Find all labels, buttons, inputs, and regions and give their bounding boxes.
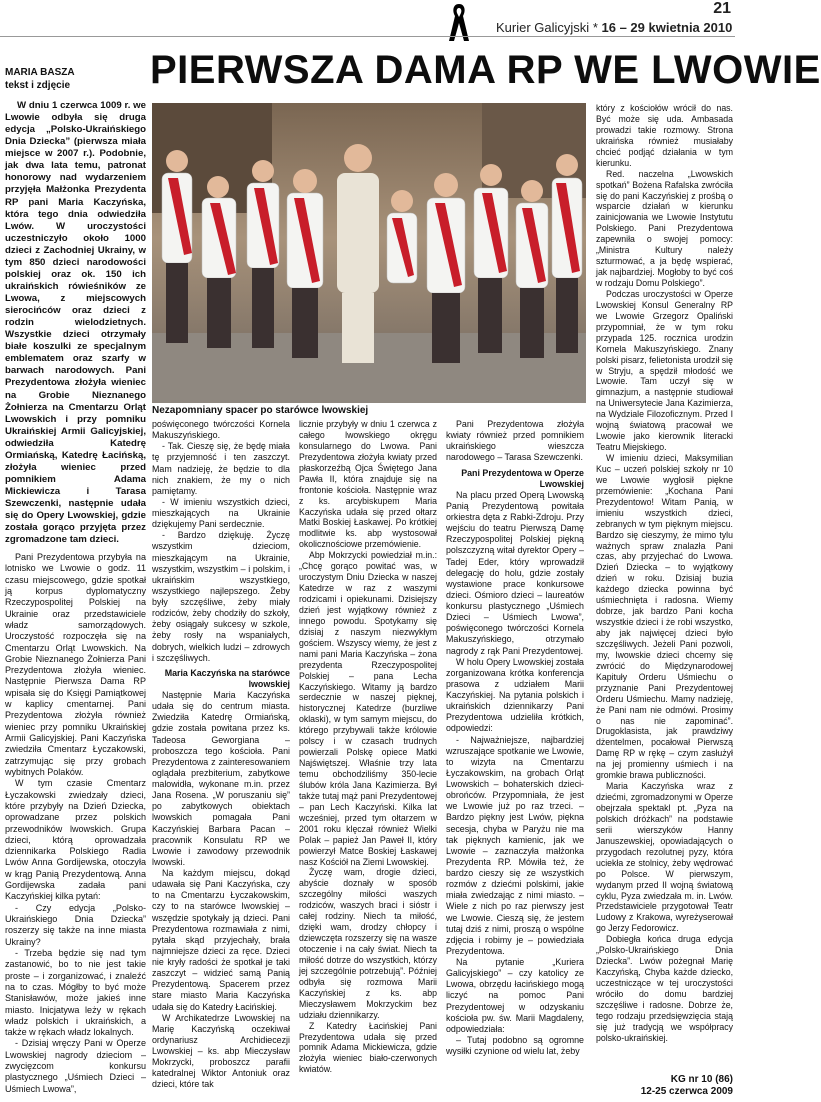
column-1 — [5, 552, 146, 1095]
issue-date: 16 – 29 kwietnia 2010 — [601, 20, 733, 35]
paragraph: Na pytanie „Kuriera Galicyjskiego” – czy katolicy ze Lwowa, obrzędu łacińskiego mogą liczyć na pomoc Pani Prezydentowej w odzyskaniu kościoła pw. św. Marii Magdaleny, odpowiedziała: — [446, 957, 584, 1034]
article-title: PIERWSZA DAMA RP WE LWOWIE — [150, 48, 821, 92]
paragraph: Na placu przed Operą Lwowską Panią Prezydentową powitała orkiestra dęta z Rabki-Zdroju. Przy wejściu do teatru Pierwszą Damę Rzeczypospolitej Polskiej piękną polszczyzną witał dyrektor Opery – Tadej Eder, który wprowadził delegację do holu, gdzie zostały wystawione prace konkursowe dzieci. Ośmioro dzieci – laureatów konkursu plastycznego „Uśmiech Dzieci – Uśmiech Lwowa”, poświęconego twórczości Kornela Makuszyńskiego, otrzymało nagrody z rąk Pani Prezydentowej. — [446, 489, 584, 656]
paragraph: Na każdym miejscu, dokąd udawała się Pani Kaczyńska, czy to na Cmentarzu Łyczakowskim, czy to na starówce lwowskiej – wszędzie spotykały ją dzieci. Pani Prezydentowa rozmawiała z nimi, pytała skąd przyjechały, brała najmniejsze dzieci za ręce. Dzieci nie kryły radości że spotkał je taki zaszczyt – widzieć samą Panią Prezydentową. Spacerem przez stare miasto Maria Kaczyńska udała się do Katedry Łacińskiej. — [152, 868, 290, 1012]
paragraph: W tym czasie Cmentarz Łyczakowski zwiedzały dzieci, które przybyły na Dzień Dziecka, oprowadzane przez polskich przewodników lwowskich. Grupa dzieci, którą oprowadzała dziennikarka Polskiego Radia Lwów Anna Gordijewska, otoczyła w krąg Panią Prezydentową. Anna Gordijewska zadała pani Kaczyńskiej kilka pytań: — [5, 778, 146, 902]
page-header — [0, 0, 735, 40]
paragraph: - Tak. Cieszę się, że będę miała tę przyjemność i ten zaszczyt. Mam nadzieję, że będzie to dla nich znakiem, że my o nich pamiętamy. — [152, 441, 290, 496]
column-2 — [152, 419, 290, 1091]
paragraph: poświęconego twórczości Kornela Makuszyńskiego. — [152, 419, 290, 441]
photo-illustration — [152, 103, 586, 403]
issue-number: KG nr 10 (86) — [670, 1074, 733, 1085]
lead-text: W dniu 1 czerwca 1009 r. we Lwowie odbyła się druga edycja „Polsko-Ukraińskiego Dnia Dziecka” (pierwsza miała miejsce w 2007 r.). Podobnie, jak dwa lata temu, patronat honorowy nad wydarzeniem przyjęła Małżonka Prezydenta RP pani Maria Kaczyńska, która tego dnia odwiedziła Lwów. W uroczystości uczestniczyło około 1000 dzieci z Zachodniej Ukrainy, w tym 850 dzieci narodowości polskiej oraz ok. 150 ich ukraińskich rówieśników ze Lwowa, z miejscowych sierocińców oraz dzieci z rodzin wielodzietnych. Wszystkie dzieci otrzymały białe koszulki ze specjalnym emblematem oraz szarfy w barwach narodowych. Pani Prezydentowa złożyła wieniec na Grobie Nieznanego Żołnierza na Cmentarzu Orląt Lwowskich i przy pomniku Ukraińskiej Armii Galicyjskiej, odwiedziła Katedrę Ormiańską, Katedrę Łacińską, złożyła wieniec przed pomnikiem Adama Mickiewicza i Tarasa Szewczenki, następnie udała się do Opery Lwowskiej, gdzie została gorąco przyjęta przez zgromadzone tam dzieci. — [5, 100, 146, 546]
byline-author: MARIA BASZA — [5, 67, 75, 78]
paragraph: Następnie Maria Kaczyńska udała się do centrum miasta. Zwiedziła Katedrę Ormiańską, gdzie została powitana przez ks. Tadeosa Geworgiana – proboszcza tego kościoła. Pani Prezydentowa z zainteresowaniem oglądała prezbiterium, zabytkowe malowidła, wykonane m.in. przez Jana Rosena. „W poruszaniu się” po zabytkowych obiektach lwowskich pomagała Pani Kaczyńskiej Barbara Pacan – pracownik Konsulatu RP we Lwowie i zawodowy przewodnik lwowski. — [152, 690, 290, 867]
paragraph: – Tutaj podobno są ogromne wysiłki czynione od wielu lat, żeby — [446, 1034, 584, 1056]
paragraph: W holu Opery Lwowskiej została zorganizowana krótka konferencja prasowa z udziałem Marii Kaczyńskiej. Na pytania polskich i ukraińskich dziennikarzy Pani Prezydentowa udzieliła krótkich, odpowiedzi: — [446, 656, 584, 734]
byline — [5, 66, 145, 92]
paragraph: - Trzeba będzie się nad tym zastanowić, bo to nie jest takie proste – i zorganizować, i znaleźć na to czas. Mógłby to być może Stanisławów, może jakieś inne miasto. Inicjatywa leży w rękach władz polskich i ukraińskich, a także w rękach władz lokalnych. — [5, 947, 146, 1038]
column-5 — [596, 103, 733, 1044]
paragraph: licznie przybyły w dniu 1 czerwca z całego lwowskiego okręgu konsularnego do Lwowa. Pani Prezydentowa złożyła kwiaty przed płaskorzeźbą Ojca Świętego Jana Pawła II, która znajduje się na frontonie kościoła. Następnie wraz z ks. arcybiskupem Maria Kaczyńska udała się przed ołtarz Matki Boskiej Łaskawej. Po krótkiej modlitwie ks. abp wystosował okolicznościowe przemówienie. — [299, 419, 437, 550]
paragraph: Podczas uroczystości w Operze Lwowskiej Konsul Generalny RP we Lwowie Grzegorz Opaliński przypomniał, że w tym roku przypada 125. rocznica urodzin Kornela Makuszyńskiego. Znany polski pisarz, felietonista urodził się w Stryju, a spędził młodość we Lwowie. Tam uczył się w gimnazjum, a następnie studiował na Uniwersytecie Jana Kazimierza, na Wydziale Filozoficznym. Przed I wojną światową pracował we Lwowie jako kierownik literacki Teatru Miejskiego. — [596, 288, 733, 453]
paragraph: - Czy edycja „Polsko-Ukraińskiego Dnia Dziecka” roszerzy się także na inne miasta Ukrainy? — [5, 902, 146, 947]
paragraph: - Najważniejsze, najbardziej wzruszające spotkanie we Lwowie, to wizyta na Cmentarzu Łyczakowskim, na grobach Orląt Lwowskich – bohaterskich dzieci-obrońców. Przypomniała, że jest we Lwowie już po raz trzeci. – Bardzo piękny jest Lwów, piękna secesja, chyba w Paryżu nie ma tak pięknych kamienic, jak we Lwowie – zaznaczyła małżonka Prezydenta RP. Mówiła też, że bardzo cieszy się ze wszystkich rozmów z dziećmi polskimi, jakie miała zwiedzając z nimi miasto. – Wiele z nich po raz pierwszy jest we Lwowie. Cieszą się, że jestem tutaj dziś z nimi, proszą o wspólne zdjęcia i robimy je – powiedziała Prezydentowa. — [446, 734, 584, 956]
paragraph: Abp Mokrzycki powiedział m.in.: „Chcę gorąco powitać was, w uroczystym Dniu Dziecka w naszej Katedrze w raz z waszymi rodzicami i opiekunami. Dzisiejszy dzień jest wyjątkowy również z innego powodu. Spotykamy się dzisiaj z naszym niezwykłym gościem. Wszyscy wiemy, że jest z nami pani Maria Kaczyńska – żona prezydenta Rzeczypospolitej Polskiej – pana Lecha Kaczyńskiego. Witamy ją bardzo serdecznie w naszej pięknej, historycznej Katedrze (burzliwe oklaski), w tym samym miejscu, do którego przybywali także królowie polscy i w czasach trudnych powierzali Polskę opiece Matki Najświętszej. Właśnie trzy lata temu obchodziliśmy 350-lecie ślubów króla Jana Kazimierza. Był także tutaj mąż pani Prezydentowej – pan Lech Kaczyński. Kilka lat wcześniej, przed tym ołtarzem w 2001 roku klęczał również Wielki Polak – papież Jan Paweł II, który powierzył Matce Boskiej Łaskawej nasz Kościół na Ziemi Lwowskiej. — [299, 550, 437, 867]
section-heading: Maria Kaczyńska na starówce lwowskiej — [164, 667, 290, 689]
column-4 — [446, 419, 584, 1057]
paragraph: Red. naczelna „Lwowskich spotkań” Bożena Rafalska zwróciła się do pani Kaczyńskiej z prośbą o wsparcie działań w kierunku zainicjowania we Lwowie Instytutu Polskiego. Pani Prezydentowa zapewniła o swojej pomocy: „Ministra Kultury należy szturmować, a ja będę wspierać, jak najbardziej. Mogłoby to być coś w rodzaju Domu Polskiego”. — [596, 168, 733, 288]
paragraph: W imieniu dzieci, Maksymilian Kuc – uczeń polskiej szkoły nr 10 we Lwowie wygłosił piękne przemówienie: „Kochana Pani Prezydentowo! Witam Panią, w imieniu wszystkich dzieci, zebranych w tym pięknym miejscu. Bardzo się cieszymy, że mimo tylu ważnych spraw znalazła Pani czas, aby przyjechać do Lwowa. Dzień Dziecka – to wyjątkowy dzień w roku. Dzisiaj buzia każdego dziecka powinna być uśmiechnięta i radosna. Wiemy dobrze, jak bardzo Pani kocha wszystkie dzieci i że robi wszystko, aby jak najwięcej dzieci było szczęśliwych. Jeżeli Pani pozwoli, my, lwowskie dzieci chcemy się zwrócić do Międzynarodowej Kapituły Orderu Uśmiechu o przyznanie Pani Prezydentowej Orderu Uśmiechu. Mamy nadzieję, że Pani nam nie odmówi. Prosimy o nas nie zapominać”. Drugoklasista, jak prawdziwy dżentelmen, pocałował Pierwszą Damę RP w rękę – czym zasłużył na jej promienny uśmiech i na gromkie brawa publiczności. — [596, 453, 733, 781]
paragraph: W Archikatedrze Lwowskiej na Marię Kaczyńską oczekiwał ordynariusz Archidiecezji Lwowskiej – ks. abp Mieczysław Mokrzycki, proboszcz parafii katedralnej Wiktor Antoniuk oraz dzieci, które tak — [152, 1012, 290, 1090]
issue-footer — [596, 1074, 733, 1098]
header-separator: * — [592, 20, 598, 35]
section-heading: Pani Prezydentowa w Operze Lwowskiej — [461, 467, 584, 489]
column-3 — [299, 419, 437, 1075]
paragraph: który z kościołów wrócił do nas. Być może się uda. Ambasada prowadzi takie rozmowy. Strona ukraińska również musiałaby chcieć podjąć działania w tym kierunku. — [596, 103, 733, 168]
issue-dates: 12-25 czerwca 2009 — [640, 1086, 733, 1097]
byline-role: tekst i zdjęcie — [5, 80, 71, 91]
paragraph: Maria Kaczyńska wraz z dziećmi, zgromadzonymi w Operze obejrzała spektakl pt. „Pyza na polskich dróżkach” na podstawie serii wierszyków Hanny Januszewskiej, opowiadających o przygodach rezolutnej pyzy, która uciekła ze stolnicy, żeby wędrować po Polsce. W pierwszym, wydanym przed II wojną światową cyklu, Pyza zwiedzała m. in. Lwów. Przedstawiciele przygotował Teatr Ludowy z Krakowa, wyreżyserował go Jerzy Fedorowicz. — [596, 781, 733, 934]
photo-caption: Nezapomniany spacer po starówce lwowskiej — [152, 405, 369, 416]
publication-name: Kurier Galicyjski — [496, 20, 590, 35]
paragraph: Pani Prezydentowa przybyła na lotnisko we Lwowie o godz. 11 czasu miejscowego, gdzie spotkał ją korpus dyplomatyczny Rzeczypospolitej Polskiej na Ukrainie oraz przedstawiciele władz samorządowych. Uroczystość rozpoczęła się na Cmentarzu Orląt Lwowskich. Na Grobie Nieznanego Żołnierza Pani Prezydentowa złożyła wieniec. Następnie Pierwsza Dama RP wpisała się do Księgi Pamiątkowej w kaplicy cmentarnej. Pani Prezydentowa złożyła również wieniec przy pomniku Ukraińskiej Armii Galicyjskiej. Pani Kaczyńska zwiedziła Cmentarz Łyczakowski, zatrzymując się przy grobach wybitnych Polaków. — [5, 552, 146, 777]
header-rule — [0, 36, 735, 37]
paragraph: Pani Prezydentowa złożyła kwiaty również przed pomnikiem ukraińskiego wieszcza narodowego – Tarasa Szewczenki. — [446, 419, 584, 463]
paragraph: Z Katedry Łacińskiej Pani Prezydentowa udała się przed pomnik Adama Mickiewicza, gdzie złożyła wieniec biało-czerwonych kwiatów. — [299, 1020, 437, 1075]
paragraph: - Dzisiaj wręczy Pani w Operze Lwowskiej nagrody dzieciom – zwycięzcom konkursu plastycznego „Uśmiech Dzieci – Uśmiech Lwowa”, — [5, 1038, 146, 1094]
paragraph: - Bardzo dziękuję. Życzę wszystkim dzieciom, mieszkającym na Ukrainie, wszystkim, wszystkim – i polskim, i ukraińskim wszystkiego, wszystkiego najlepszego. Żeby były szczęśliwe, żeby miały rodziców, żeby chodziły do szkoły, żeby osiągały sukcesy w szkole, żeby rosły na wspaniałych, dobrych, wielkich ludzi – zdrowych i szczęśliwych. — [152, 530, 290, 663]
running-header — [496, 20, 732, 35]
paragraph: Życzę wam, drogie dzieci, abyście doznały w sposób szczególny miłości waszych rodziców, waszych braci i sióstr i całej rodziny. Niech ta miłość, dzięki wam, drodzy chłopcy i dziewczęta rozszerzy się na wasze otoczenie i na cały świat. Niech ta miłość dotrze do wszystkich, którzy jej szczególnie potrzebują”. Później odbyła się rozmowa Marii Kaczyńskiej z ks. abp Mieczysławem Mokrzyckim bez udziału dziennikarzy. — [299, 867, 437, 1020]
article-photo — [152, 103, 586, 403]
paragraph: - W imieniu wszystkich dzieci, mieszkających na Ukrainie dziękujemy Pani serdecznie. — [152, 496, 290, 530]
lead-paragraph — [5, 100, 146, 546]
paragraph: Dobiegła końca druga edycja „Polsko-Ukraińskiego Dnia Dziecka”. Lwów pożegnał Marię Kaczyńską, Chyba każde dziecko, uczestniczące w tej uroczystości wróciło do domu bardziej szczęśliwe i radosne. Dobrze że, tego rodzaju przedsięwzięcia stają się już tradycją we współpracy polsko-ukraińskiej. — [596, 934, 733, 1043]
page-number: 21 — [713, 0, 731, 17]
